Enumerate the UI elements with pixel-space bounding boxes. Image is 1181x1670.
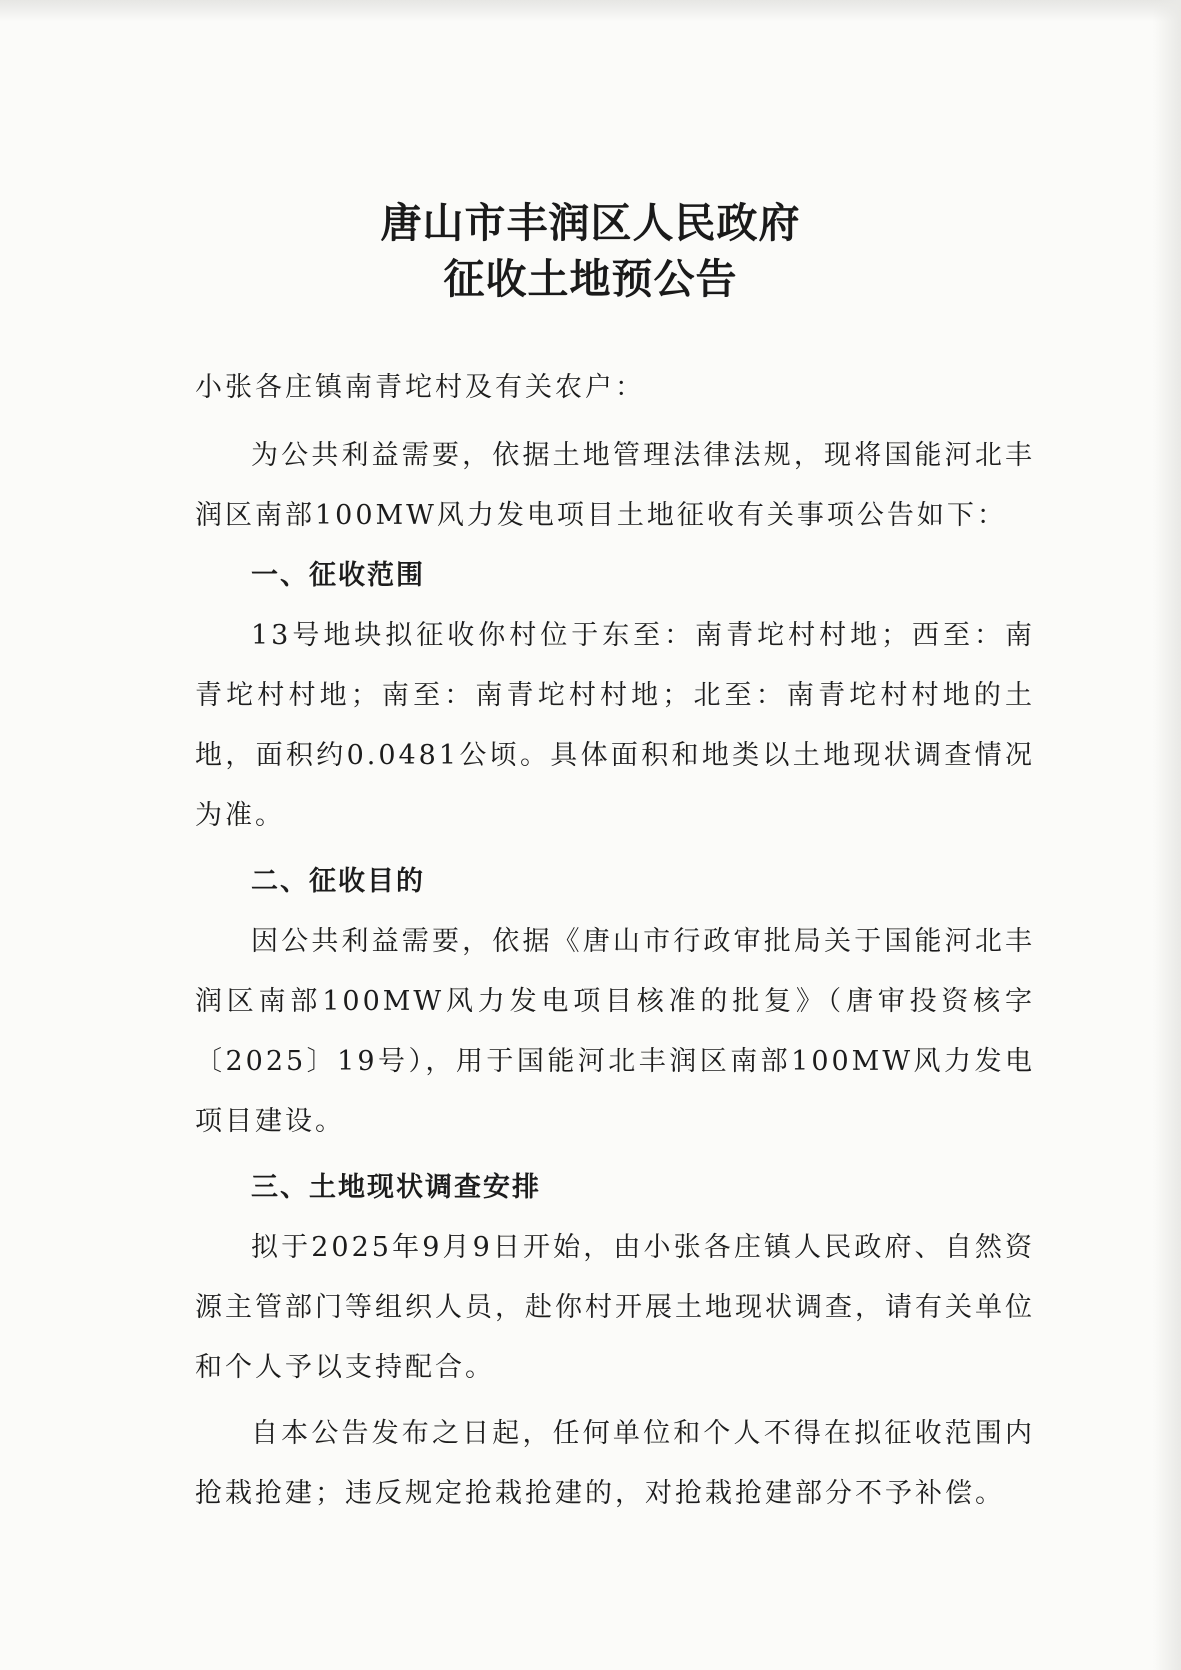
section-3-body: 拟于2025年9月9日开始，由小张各庄镇人民政府、自然资源主管部门等组织人员，赴你村开展土地现状调查，请有关单位和个人予以支持配合。 <box>195 1232 1035 1383</box>
section-3-heading: 三、土地现状调查安排 <box>251 1172 541 1203</box>
section-2-body: 因公共利益需要，依据《唐山市行政审批局关于国能河北丰润区南部100MW风力发电项目核准的批复》（唐审投资核字〔2025〕19号），用于国能河北丰润区南部100MW风力发电项目建设。 <box>195 926 1035 1137</box>
scan-top-edge <box>0 0 1181 22</box>
document-body <box>195 358 1035 1524</box>
salutation: 小张各庄镇南青坨村及有关农户： <box>195 372 645 403</box>
title-line-2: 征收土地预公告 <box>443 255 738 303</box>
section-1-body: 13号地块拟征收你村位于东至：南青坨村村地；西至：南青坨村村地；南至：南青坨村村地；北至：南青坨村村地的土地，面积约0.0481公顷。具体面积和地类以土地现状调查情况为准。 <box>195 620 1035 831</box>
title-line-1: 唐山市丰润区人民政府 <box>380 199 801 247</box>
intro-paragraph: 为公共利益需要，依据土地管理法律法规，现将国能河北丰润区南部100MW风力发电项目土地征收有关事项公告如下： <box>195 440 1035 531</box>
section-1-heading: 一、征收范围 <box>251 560 425 591</box>
section-2-heading: 二、征收目的 <box>251 866 425 897</box>
closing-paragraph: 自本公告发布之日起，任何单位和个人不得在拟征收范围内抢栽抢建；违反规定抢栽抢建的，对抢栽抢建部分不予补偿。 <box>195 1418 1035 1509</box>
